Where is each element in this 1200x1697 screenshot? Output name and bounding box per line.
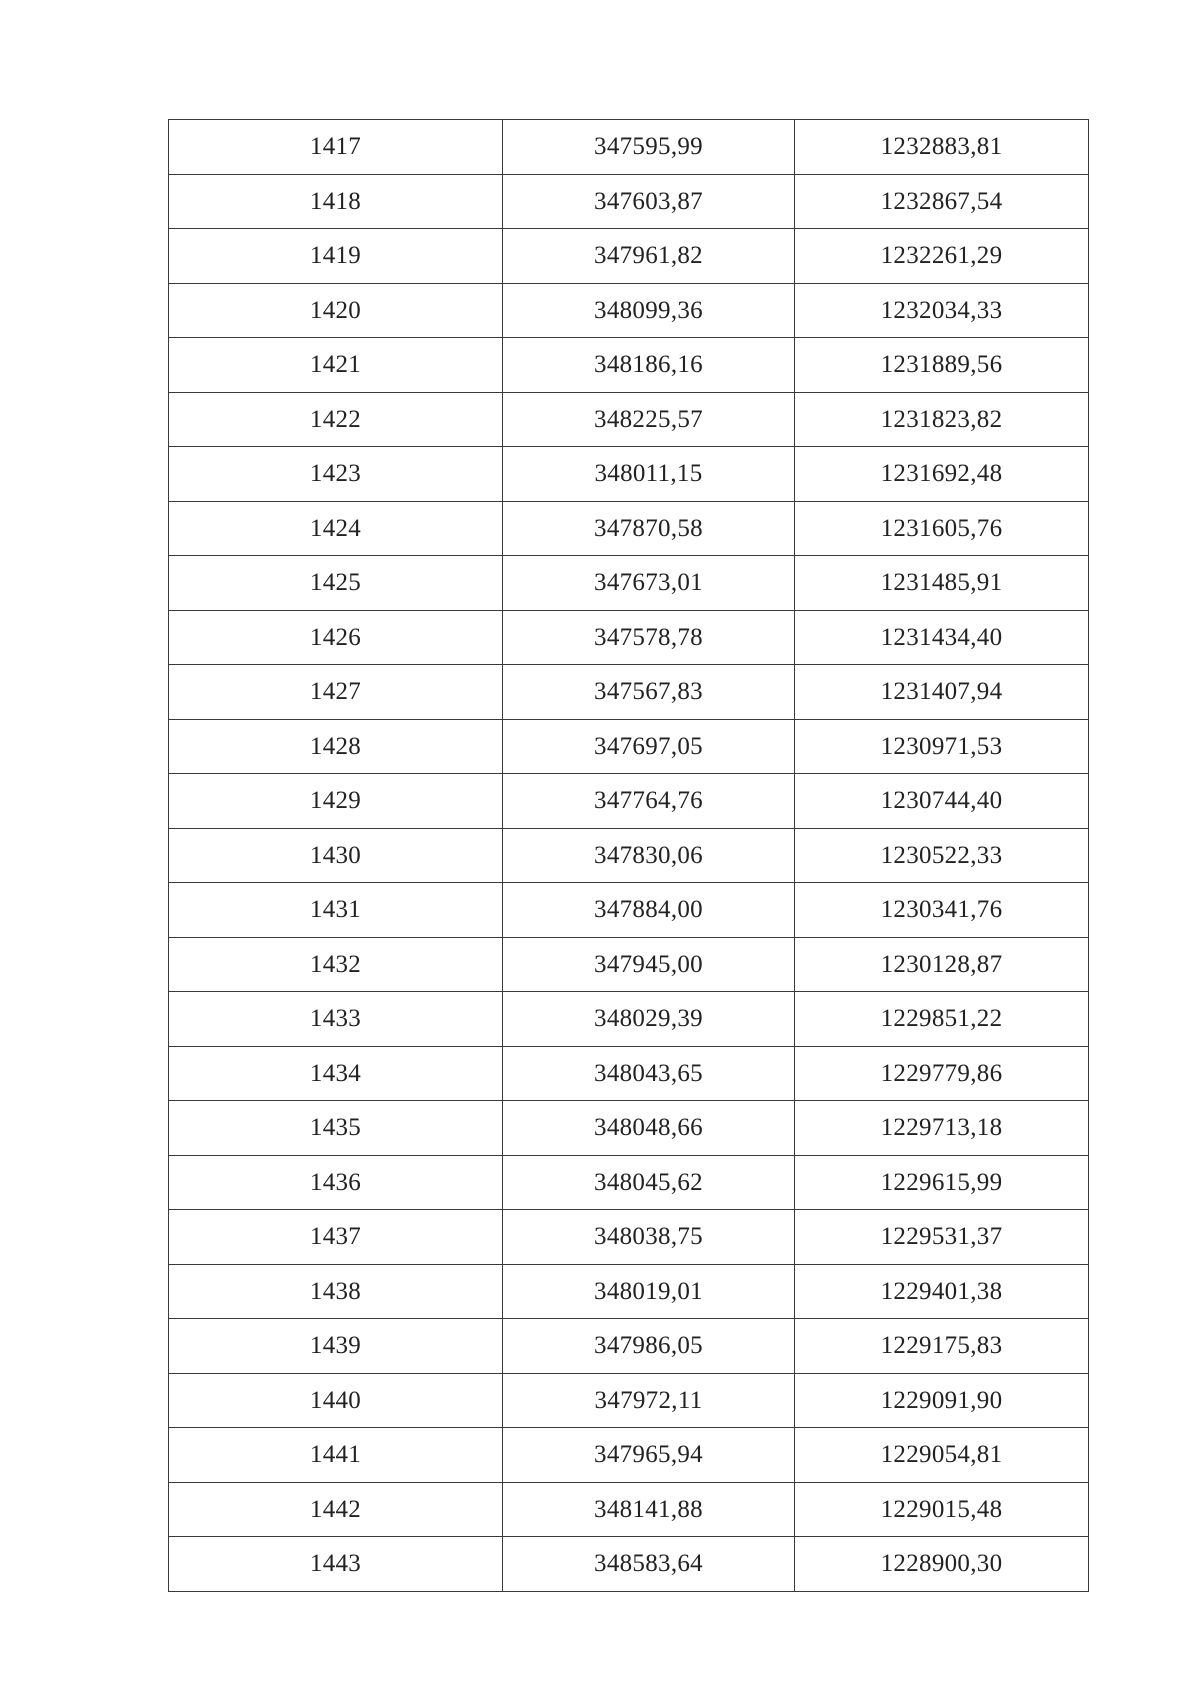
table-row — [169, 883, 1089, 938]
point-number-cell: 1440 — [169, 1373, 503, 1428]
point-number-cell: 1431 — [169, 883, 503, 938]
point-number-cell: 1436 — [169, 1155, 503, 1210]
x-coordinate-cell: 347830,06 — [503, 828, 795, 883]
y-coordinate-cell: 1231605,76 — [795, 501, 1089, 556]
table-row — [169, 229, 1089, 284]
point-number-cell: 1442 — [169, 1482, 503, 1537]
y-coordinate-cell: 1231434,40 — [795, 610, 1089, 665]
y-coordinate-cell: 1229054,81 — [795, 1428, 1089, 1483]
table-row — [169, 1428, 1089, 1483]
table-row — [169, 120, 1089, 175]
x-coordinate-cell: 347603,87 — [503, 174, 795, 229]
table-row — [169, 338, 1089, 393]
table-row — [169, 174, 1089, 229]
point-number-cell: 1424 — [169, 501, 503, 556]
point-number-cell: 1426 — [169, 610, 503, 665]
x-coordinate-cell: 348029,39 — [503, 992, 795, 1047]
y-coordinate-cell: 1230341,76 — [795, 883, 1089, 938]
point-number-cell: 1435 — [169, 1101, 503, 1156]
y-coordinate-cell: 1231692,48 — [795, 447, 1089, 502]
y-coordinate-cell: 1229175,83 — [795, 1319, 1089, 1374]
table-row — [169, 828, 1089, 883]
table-row — [169, 283, 1089, 338]
y-coordinate-cell: 1232867,54 — [795, 174, 1089, 229]
point-number-cell: 1443 — [169, 1537, 503, 1592]
table-row — [169, 719, 1089, 774]
x-coordinate-cell: 348038,75 — [503, 1210, 795, 1265]
table-row — [169, 937, 1089, 992]
table-row — [169, 1482, 1089, 1537]
point-number-cell: 1417 — [169, 120, 503, 175]
x-coordinate-cell: 347961,82 — [503, 229, 795, 284]
y-coordinate-cell: 1232883,81 — [795, 120, 1089, 175]
x-coordinate-cell: 348048,66 — [503, 1101, 795, 1156]
x-coordinate-cell: 347986,05 — [503, 1319, 795, 1374]
point-number-cell: 1441 — [169, 1428, 503, 1483]
x-coordinate-cell: 348099,36 — [503, 283, 795, 338]
x-coordinate-cell: 347764,76 — [503, 774, 795, 829]
x-coordinate-cell: 347673,01 — [503, 556, 795, 611]
x-coordinate-cell: 347697,05 — [503, 719, 795, 774]
x-coordinate-cell: 347595,99 — [503, 120, 795, 175]
point-number-cell: 1438 — [169, 1264, 503, 1319]
y-coordinate-cell: 1229713,18 — [795, 1101, 1089, 1156]
point-number-cell: 1430 — [169, 828, 503, 883]
point-number-cell: 1429 — [169, 774, 503, 829]
x-coordinate-cell: 348011,15 — [503, 447, 795, 502]
table-row — [169, 556, 1089, 611]
x-coordinate-cell: 347945,00 — [503, 937, 795, 992]
table-row — [169, 665, 1089, 720]
y-coordinate-cell: 1231407,94 — [795, 665, 1089, 720]
x-coordinate-cell: 348141,88 — [503, 1482, 795, 1537]
table-row — [169, 1537, 1089, 1592]
table-row — [169, 992, 1089, 1047]
y-coordinate-cell: 1229851,22 — [795, 992, 1089, 1047]
x-coordinate-cell: 347578,78 — [503, 610, 795, 665]
y-coordinate-cell: 1231823,82 — [795, 392, 1089, 447]
y-coordinate-cell: 1228900,30 — [795, 1537, 1089, 1592]
table-row — [169, 501, 1089, 556]
y-coordinate-cell: 1230971,53 — [795, 719, 1089, 774]
y-coordinate-cell: 1229091,90 — [795, 1373, 1089, 1428]
y-coordinate-cell: 1232261,29 — [795, 229, 1089, 284]
table-row — [169, 1046, 1089, 1101]
table-row — [169, 1210, 1089, 1265]
table-row — [169, 447, 1089, 502]
point-number-cell: 1432 — [169, 937, 503, 992]
point-number-cell: 1422 — [169, 392, 503, 447]
y-coordinate-cell: 1229015,48 — [795, 1482, 1089, 1537]
table-row — [169, 610, 1089, 665]
point-number-cell: 1437 — [169, 1210, 503, 1265]
point-number-cell: 1434 — [169, 1046, 503, 1101]
point-number-cell: 1427 — [169, 665, 503, 720]
table-row — [169, 774, 1089, 829]
x-coordinate-cell: 348043,65 — [503, 1046, 795, 1101]
x-coordinate-cell: 348019,01 — [503, 1264, 795, 1319]
x-coordinate-cell: 348186,16 — [503, 338, 795, 393]
table-row — [169, 392, 1089, 447]
x-coordinate-cell: 348225,57 — [503, 392, 795, 447]
x-coordinate-cell: 347972,11 — [503, 1373, 795, 1428]
x-coordinate-cell: 347965,94 — [503, 1428, 795, 1483]
point-number-cell: 1425 — [169, 556, 503, 611]
table-row — [169, 1101, 1089, 1156]
y-coordinate-cell: 1229531,37 — [795, 1210, 1089, 1265]
y-coordinate-cell: 1232034,33 — [795, 283, 1089, 338]
y-coordinate-cell: 1230744,40 — [795, 774, 1089, 829]
table-row — [169, 1319, 1089, 1374]
y-coordinate-cell: 1229615,99 — [795, 1155, 1089, 1210]
y-coordinate-cell: 1231485,91 — [795, 556, 1089, 611]
y-coordinate-cell: 1230522,33 — [795, 828, 1089, 883]
point-number-cell: 1433 — [169, 992, 503, 1047]
y-coordinate-cell: 1229401,38 — [795, 1264, 1089, 1319]
y-coordinate-cell: 1231889,56 — [795, 338, 1089, 393]
point-number-cell: 1439 — [169, 1319, 503, 1374]
point-number-cell: 1421 — [169, 338, 503, 393]
point-number-cell: 1418 — [169, 174, 503, 229]
y-coordinate-cell: 1229779,86 — [795, 1046, 1089, 1101]
x-coordinate-cell: 347884,00 — [503, 883, 795, 938]
table-row — [169, 1155, 1089, 1210]
table-row — [169, 1264, 1089, 1319]
x-coordinate-cell: 348583,64 — [503, 1537, 795, 1592]
x-coordinate-cell: 347870,58 — [503, 501, 795, 556]
table-row — [169, 1373, 1089, 1428]
point-number-cell: 1423 — [169, 447, 503, 502]
coordinates-table — [168, 119, 1089, 1592]
point-number-cell: 1419 — [169, 229, 503, 284]
point-number-cell: 1428 — [169, 719, 503, 774]
coordinates-table-body — [169, 120, 1089, 1592]
x-coordinate-cell: 347567,83 — [503, 665, 795, 720]
point-number-cell: 1420 — [169, 283, 503, 338]
y-coordinate-cell: 1230128,87 — [795, 937, 1089, 992]
x-coordinate-cell: 348045,62 — [503, 1155, 795, 1210]
